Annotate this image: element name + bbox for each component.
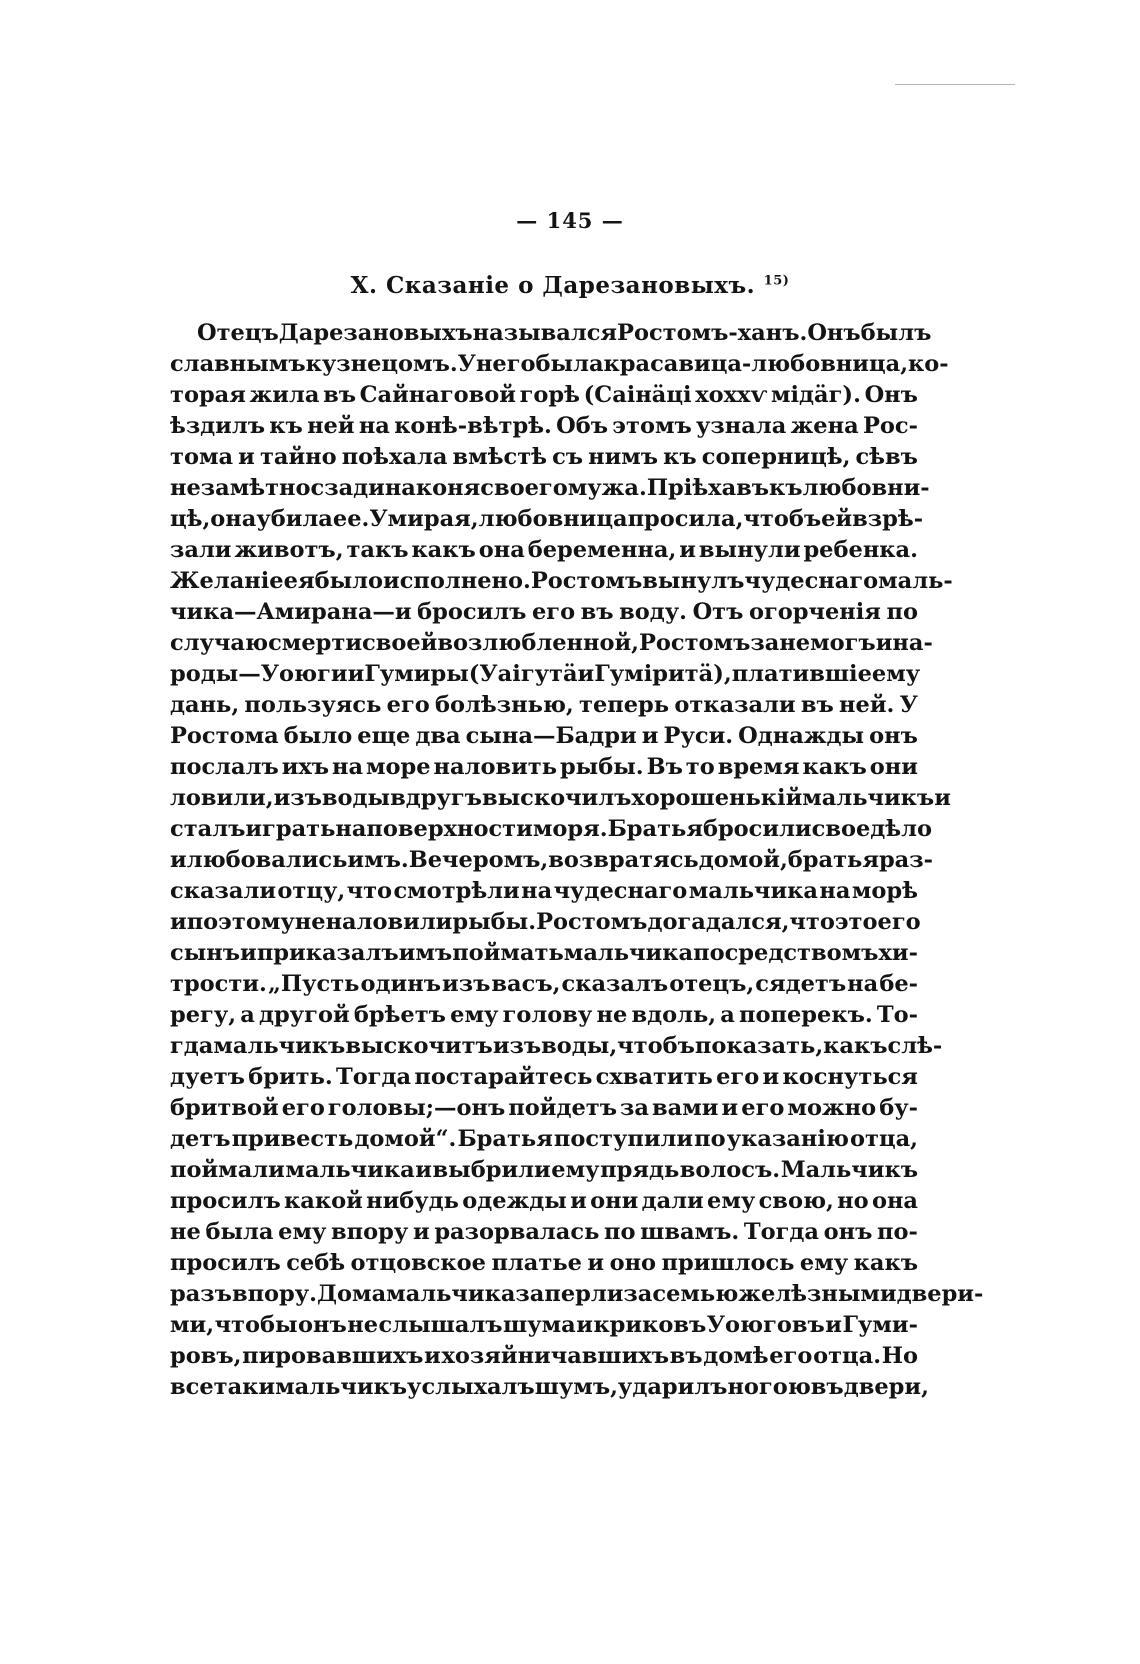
text-line: просилъ какой нибудь одежды и они дали ему свою, но она	[170, 1188, 918, 1214]
text-line: Ростома было еще два сына—Бадри и Руси. Однажды онъ	[170, 723, 918, 749]
text-line: не была ему впору и разорвалась по швамъ. Тогда онъ по-	[170, 1219, 918, 1245]
text-line: гда мальчикъ выскочитъ изъ воды, чтобъ показать, какъ слѣ-	[170, 1033, 943, 1059]
text-line: всетаки мальчикъ услыхалъ шумъ, ударилъ ногою въ двери,	[170, 1374, 929, 1400]
text-line: трости. „Пусть одинъ изъ васъ, сказалъ отецъ, сядетъ на бе-	[170, 971, 918, 997]
text-line: просилъ себѣ отцовское платье и оно пришлось ему какъ	[170, 1250, 918, 1276]
body-paragraph	[170, 318, 984, 1403]
text-line: Отецъ Дарезановыхъ назывался Ростомъ-ханъ. Онъ былъ	[197, 320, 932, 346]
text-line: сынъ и приказалъ имъ поймать мальчика посредствомъ хи-	[170, 940, 918, 966]
text-line: дань, пользуясь его болѣзнью, теперь отказали въ ней. У	[170, 692, 918, 718]
text-line: ми, чтобы онъ не слышалъ шума и криковъ Уоюговъ и Гуми-	[170, 1312, 918, 1338]
text-line: Желаніе ея было исполнено. Ростомъ вынулъ чудеснаго маль-	[170, 568, 953, 594]
text-line: детъ привесть домой“. Братья поступили по указанію отца,	[170, 1126, 918, 1152]
text-line: ловили, изъ воды вдругъ выскочилъ хорошенькій мальчикъ и	[170, 785, 951, 811]
text-line: роды—Уоюги и Гумиры (Уаігутä и Гуміритä), платившіе ему	[170, 661, 921, 687]
text-line: сказали отцу, что смотрѣли на чудеснаго мальчика на морѣ	[170, 878, 918, 904]
text-line: незамѣтно сзади на коня своего мужа. Пріѣхавъ къ любовни-	[170, 475, 930, 501]
text-line: послалъ ихъ на море наловить рыбы. Въ то время какъ они	[170, 754, 918, 780]
text-line: сталъ играть на поверхности моря. Братья бросили свое дѣло	[170, 816, 932, 842]
text-line: и поэтому не наловили рыбы. Ростомъ догадался, что это его	[170, 909, 921, 935]
text-line: цѣ, она убила ее. Умирая, любовница просила, чтобъ ей взрѣ-	[170, 506, 924, 532]
text-line: торая жила въ Сайнаговой горѣ (Саінäці хоххѵ мідäг). Онъ	[170, 382, 918, 408]
text-line: тома и тайно поѣхала вмѣстѣ съ нимъ къ соперницѣ, сѣвъ	[170, 444, 918, 470]
text-line: зали животъ, такъ какъ она беременна, и вынули ребенка.	[170, 537, 918, 563]
text-line: поймали мальчика и выбрили ему прядь волосъ. Мальчикъ	[170, 1157, 918, 1183]
text-line: чика—Амирана—и бросилъ его въ воду. Отъ огорченія по	[170, 599, 918, 625]
footnote-reference: 15)	[763, 273, 790, 289]
page-number: — 145 —	[516, 208, 624, 233]
section-title-text: X. Сказаніе о Дарезановыхъ.	[350, 272, 756, 299]
text-line: ровъ, пировавшихъ и хозяйничавшихъ въ домѣ его отца. Но	[170, 1343, 918, 1369]
text-line: разъ впору. Дома мальчика заперли за семью желѣзными двери-	[170, 1281, 984, 1307]
section-title	[0, 272, 1140, 299]
text-line: ѣздилъ къ ней на конѣ-вѣтрѣ. Объ этомъ узнала жена Рос-	[170, 413, 918, 439]
text-line: дуетъ брить. Тогда постарайтесь схватить его и коснуться	[170, 1064, 918, 1090]
scan-edge-mark	[895, 84, 1015, 85]
text-line: и любовались имъ. Вечеромъ, возвратясь домой, братья раз-	[170, 847, 933, 873]
text-line: случаю смерти своей возлюбленной, Ростомъ занемогъ и на-	[170, 630, 933, 656]
text-line: бритвой его головы;—онъ пойдетъ за вами и его можно бу-	[170, 1095, 918, 1121]
text-line: славнымъ кузнецомъ. У него была красавица-любовница, ко-	[170, 351, 949, 377]
text-line: регу, а другой брѣетъ ему голову не вдоль, а поперекъ. То-	[170, 1002, 918, 1028]
